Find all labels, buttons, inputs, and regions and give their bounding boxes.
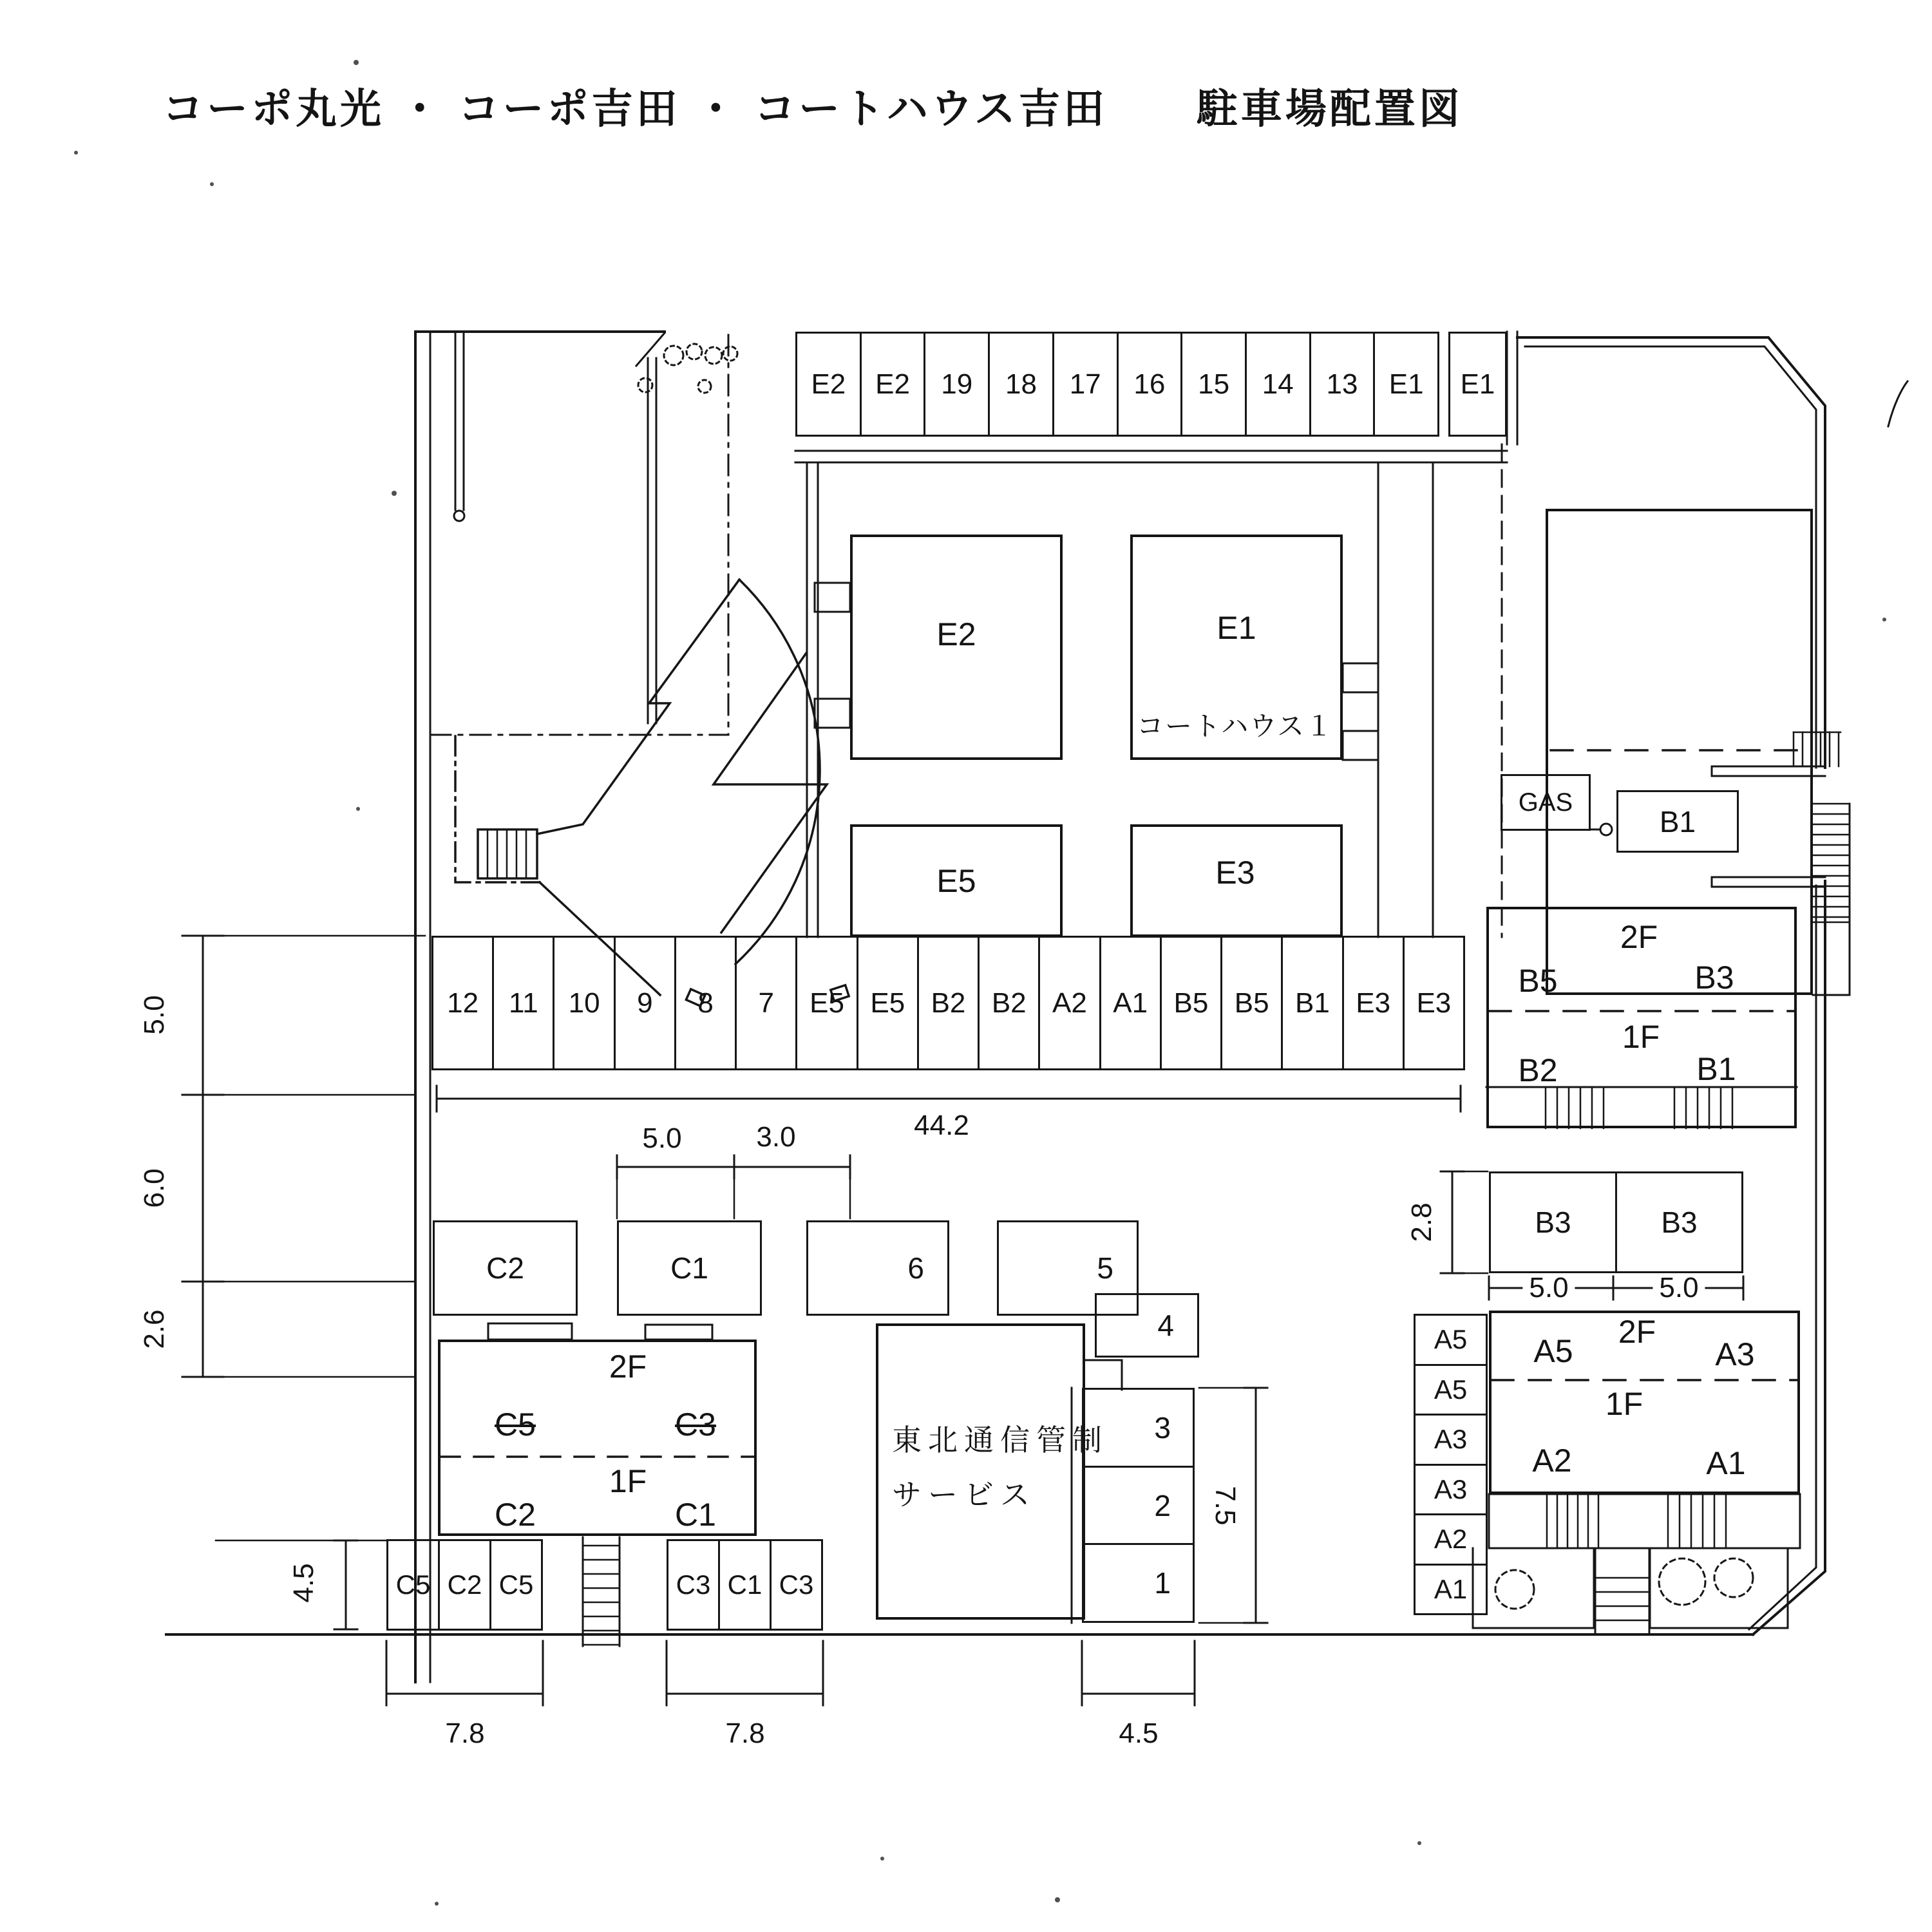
parking-stall: B3: [1615, 1173, 1741, 1271]
parking-stall: C2: [438, 1541, 489, 1629]
corner-building-stair-rungs: [488, 829, 526, 878]
parking-stall: A3: [1416, 1414, 1486, 1464]
parking-stall: E5: [857, 938, 917, 1068]
label-c1: C1: [675, 1497, 716, 1533]
parking-stall: C1: [718, 1541, 770, 1629]
dim-4-5-stack: 4.5: [1119, 1718, 1159, 1749]
parking-stall: E3: [1403, 938, 1463, 1068]
box-gas: GAS: [1501, 774, 1591, 831]
label-c-2f: 2F: [609, 1349, 647, 1385]
parking-stall: A1: [1416, 1564, 1486, 1614]
parking-stall: 14: [1245, 334, 1309, 435]
bushes-top: [638, 344, 737, 393]
parking-stall: 8: [674, 938, 735, 1068]
e1-notch-upper: [1343, 663, 1378, 692]
dim-group2-7-8: [667, 1641, 823, 1705]
trees: [1495, 1558, 1753, 1609]
a-building-porch: [1489, 1494, 1800, 1548]
parking-stall: A2: [1416, 1513, 1486, 1564]
label-e2: E2: [936, 616, 976, 652]
fence-line-a: [455, 332, 464, 510]
e2-notch-upper: [815, 583, 850, 612]
e2-notch-lower: [815, 699, 850, 728]
parking-stall: C5: [489, 1541, 541, 1629]
parking-stall: E5: [795, 938, 856, 1068]
parking-stall: E2: [860, 334, 924, 435]
dim-stack-4-5: [1082, 1641, 1195, 1705]
label-a-2f: 2F: [1618, 1314, 1656, 1350]
parking-stall: B2: [917, 938, 978, 1068]
label-e3: E3: [1215, 855, 1255, 891]
box-5: 5: [997, 1220, 1139, 1316]
parking-stall: B5: [1160, 938, 1220, 1068]
parking-stall: A2: [1038, 938, 1099, 1068]
mid-row: [431, 936, 1465, 1070]
parking-stall: A1: [1099, 938, 1160, 1068]
corridor-top-double: [795, 451, 1507, 462]
top-row: [795, 332, 1439, 437]
c-group-1: [386, 1539, 543, 1631]
b3-row: [1489, 1171, 1743, 1273]
parking-stall: A5: [1434, 1324, 1468, 1355]
label-courthouse-1: コートハウス１: [1137, 711, 1334, 741]
label-e5: E5: [936, 863, 976, 899]
label-c3-struck: C3: [675, 1406, 716, 1443]
parking-stall: C3: [676, 1569, 711, 1600]
a-column: [1414, 1314, 1488, 1615]
dim-5-0-b3-right: 5.0: [1653, 1272, 1705, 1304]
dim-left-chain: [182, 936, 425, 1377]
label-tohoku-2: サービス: [892, 1478, 1036, 1511]
label-b1: B1: [1696, 1051, 1736, 1087]
parking-stall: 3: [1154, 1410, 1171, 1444]
label-b-1f: 1F: [1622, 1019, 1660, 1055]
dim-5-0-c1: 5.0: [642, 1122, 682, 1154]
c-building-bump-1: [488, 1323, 572, 1340]
parking-stall: C5: [395, 1569, 431, 1600]
c-building-ladder: [583, 1537, 620, 1646]
a-building-court: [1473, 1548, 1788, 1634]
parking-stall: E3: [1342, 938, 1403, 1068]
label-c2: C2: [495, 1497, 536, 1533]
label-b-2f: 2F: [1620, 919, 1658, 955]
parking-stall: 17: [1052, 334, 1117, 435]
right-building-stairs: [1813, 804, 1850, 995]
dim-7-8-group1: 7.8: [445, 1718, 485, 1749]
boundary-diagonal: [636, 333, 665, 366]
label-c5-struck: C5: [495, 1406, 536, 1443]
dim-44-2: [437, 1086, 1461, 1112]
drawing-title: コーポ丸光 ・ コーポ吉田 ・ コートハウス吉田 駐車場配置図: [162, 86, 1463, 132]
top-row-right-double: [1507, 332, 1517, 444]
dim-4-5-left: 4.5: [288, 1563, 319, 1603]
parking-stall: 19: [923, 334, 988, 435]
dim-3-0-c1: 3.0: [756, 1121, 796, 1153]
parking-stall: 18: [988, 334, 1052, 435]
label-c-1f: 1F: [609, 1463, 647, 1499]
parking-stall: 2: [1084, 1466, 1193, 1544]
box-c1: C1: [617, 1220, 762, 1316]
parking-stall: E1: [1460, 368, 1495, 400]
parking-stall: 11: [492, 938, 553, 1068]
parking-stall: 7: [735, 938, 795, 1068]
dim-5-0-left: 5.0: [138, 995, 170, 1035]
parking-stall: B2: [978, 938, 1038, 1068]
dim-7-5-stack: 7.5: [1209, 1486, 1241, 1526]
parking-stall: 12: [447, 987, 479, 1019]
handwritten-mark: [1888, 381, 1908, 426]
label-a5: A5: [1533, 1333, 1573, 1369]
c-group-2: [667, 1539, 823, 1631]
parking-stall: E2: [811, 368, 846, 400]
parking-stall: E1: [1373, 334, 1437, 435]
label-a3: A3: [1715, 1336, 1755, 1372]
parking-stall: B1: [1281, 938, 1341, 1068]
label-e1: E1: [1217, 610, 1256, 646]
label-b2: B2: [1518, 1052, 1558, 1088]
tohoku-step: [1085, 1360, 1122, 1390]
fence-post-circle: [454, 511, 464, 521]
label-a-1f: 1F: [1605, 1386, 1643, 1422]
parking-stall: 10: [553, 938, 613, 1068]
parking-stall: B3: [1535, 1206, 1571, 1239]
dim-group1-7-8: [386, 1641, 543, 1705]
parking-stall: B5: [1220, 938, 1281, 1068]
parking-stall: A3: [1416, 1464, 1486, 1514]
label-tohoku-1: 東北通信管制: [892, 1423, 1108, 1457]
box-b1: B1: [1616, 790, 1739, 853]
parking-stall: 16: [1117, 334, 1181, 435]
dim-2-8-b3: 2.8: [1406, 1202, 1437, 1242]
dim-44-2-label: 44.2: [914, 1110, 969, 1141]
parking-stall: 13: [1309, 334, 1374, 435]
fence-line-b: [648, 358, 656, 723]
e1-notch-lower: [1343, 731, 1378, 760]
corner-building-zigzag-1: [537, 580, 739, 834]
dim-2-6-left: 2.6: [138, 1309, 170, 1349]
label-a2: A2: [1532, 1443, 1572, 1479]
dim-6-0-left: 6.0: [138, 1168, 170, 1208]
box-6: 6: [806, 1220, 949, 1316]
top-row-separate: [1448, 332, 1507, 437]
parking-stall: 15: [1180, 334, 1245, 435]
dim-5-0-b3-left: 5.0: [1522, 1272, 1575, 1304]
parking-stall: A5: [1416, 1364, 1486, 1414]
dim-c1-5-3: [617, 1155, 850, 1218]
dim-b3-2-8: [1441, 1171, 1488, 1273]
label-b3: B3: [1694, 960, 1734, 996]
box-c2: C2: [433, 1220, 578, 1316]
label-a1: A1: [1706, 1445, 1746, 1481]
label-b5: B5: [1518, 963, 1558, 999]
parking-stall: C3: [770, 1541, 821, 1629]
box-4: 4: [1095, 1293, 1199, 1358]
stack-321: [1082, 1388, 1195, 1623]
c-building-bump-2: [645, 1325, 712, 1340]
parking-stall: 9: [614, 938, 674, 1068]
parking-stall: 1: [1084, 1543, 1193, 1621]
dim-7-8-group2: 7.8: [725, 1718, 765, 1749]
